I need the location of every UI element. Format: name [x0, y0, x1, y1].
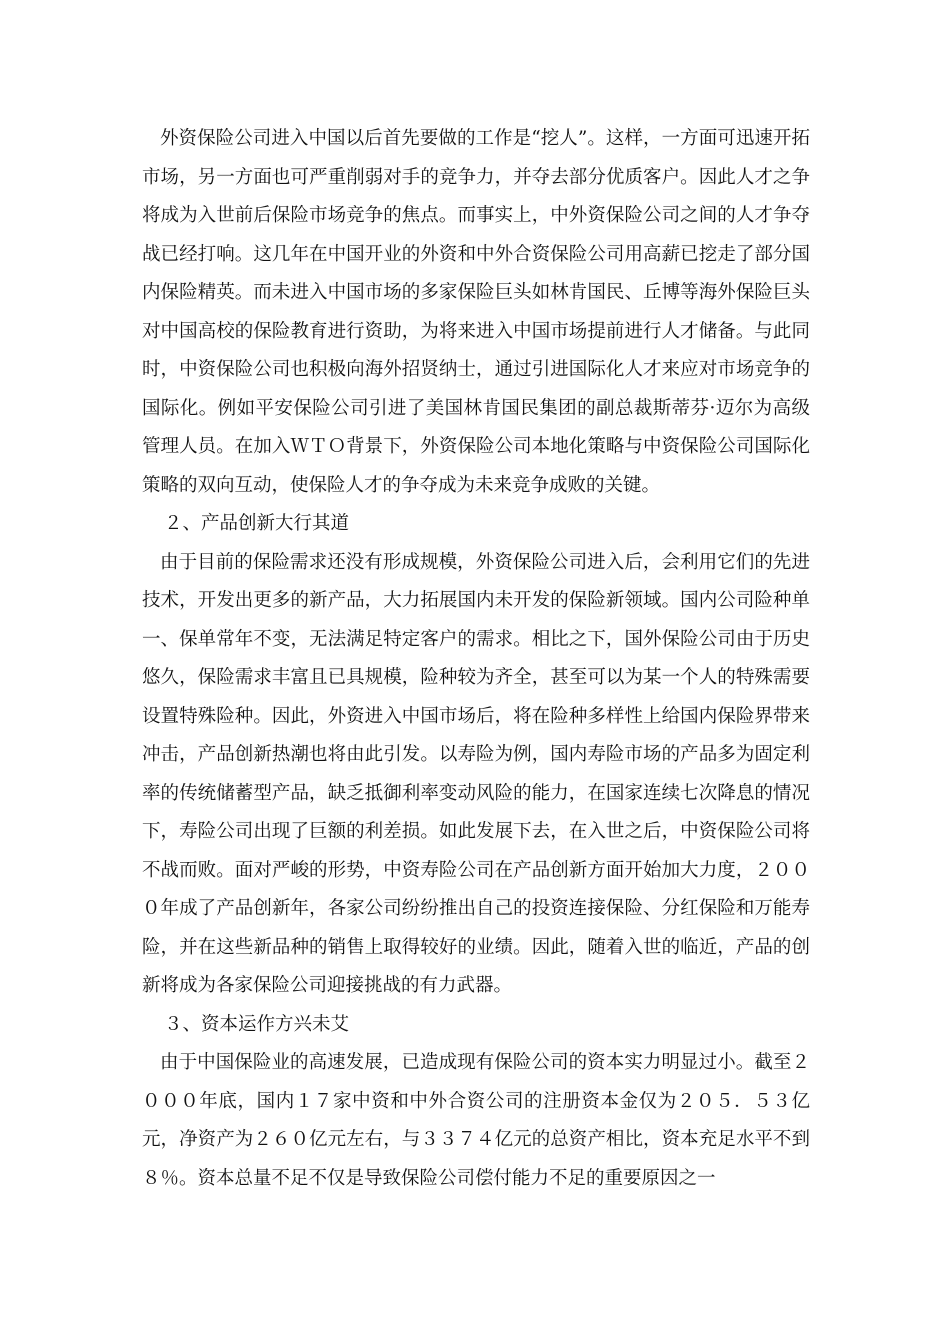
paragraph-product-innovation: 由于目前的保险需求还没有形成规模，外资保险公司进入后，会利用它们的先进技术，开发出更多的新产品，大力拓展国内未开发的保险新领域。国内公司险种单一、保单常年不变，无法满足特定客户的需求。相比之下，国外保险公司由于历史悠久，保险需求丰富且已具规模，险种较为齐全，甚至可以为某一个人的特殊需要设置特殊险种。因此，外资进入中国市场后，将在险种多样性上给国内保险界带来冲击，产品创新热潮也将由此引发。以寿险为例，国内寿险市场的产品多为固定利率的传统储蓄型产品，缺乏抵御利率变动风险的能力，在国家连续七次降息的情况下，寿险公司出现了巨额的利差损。如此发展下去，在入世之后，中资保险公司将不战而败。面对严峻的形势，中资寿险公司在产品创新方面开始加大力度，２０００年成了产品创新年，各家公司纷纷推出自己的投资连接保险、分红保险和万能寿险，并在这些新品种的销售上取得较好的业绩。因此，随着入世的临近，产品的创新将成为各家保险公司迎接挑战的有力武器。: [142, 551, 810, 996]
section-heading-capital-operation: ３、资本运作方兴未艾: [164, 1013, 350, 1035]
paragraph-talent-competition: 外资保险公司进入中国以后首先要做的工作是“挖人”。这样，一方面可迅速开拓市场，另一方面也可严重削弱对手的竞争力，并夺去部分优质客户。因此人才之争将成为入世前后保险市场竞争的焦点。而事实上，中外资保险公司之间的人才争夺战已经打响。这几年在中国开业的外资和中外合资保险公司用高薪已挖走了部分国内保险精英。而未进入中国市场的多家保险巨头如林肯国民、丘博等海外保险巨头对中国高校的保险教育进行资助，为将来进入中国市场提前进行人才储备。与此同时，中资保险公司也积极向海外招贤纳士，通过引进国际化人才来应对市场竞争的国际化。例如平安保险公司引进了美国林肯国民集团的副总裁斯蒂芬·迈尔为高级管理人员。在加入ＷＴＯ背景下，外资保险公司本地化策略与中资保险公司国际化策略的双向互动，使保险人才的争夺成为未来竞争成败的关键。: [142, 128, 810, 496]
document-body: [142, 120, 810, 1198]
paragraph-capital-operation: 由于中国保险业的高速发展，已造成现有保险公司的资本实力明显过小。截至２０００年底，国内１７家中资和中外合资公司的注册资本金仅为２０５．５３亿元，净资产为２６０亿元左右，与３３７４亿元的总资产相比，资本充足水平不到８％。资本总量不足不仅是导致保险公司偿付能力不足的重要原因之一: [142, 1052, 810, 1189]
section-heading-product-innovation: ２、产品创新大行其道: [164, 513, 350, 534]
